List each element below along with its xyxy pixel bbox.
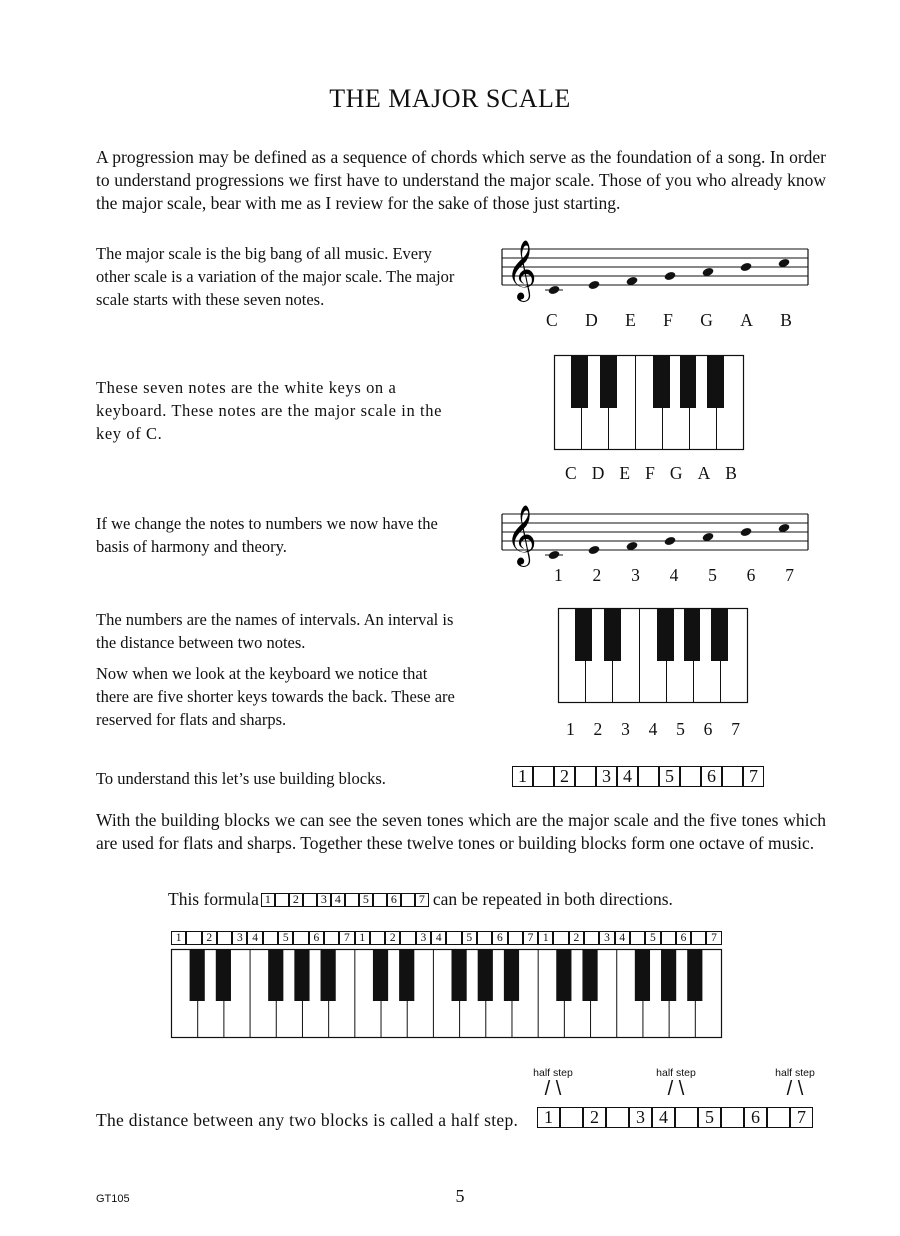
label-2: 2 [592, 565, 602, 585]
half-step-marker-3 [765, 1067, 825, 1099]
block [553, 931, 568, 945]
block: 6 [309, 931, 324, 945]
black-key [661, 949, 676, 1001]
block [275, 893, 289, 907]
building-blocks-large [512, 766, 764, 787]
formula-suffix: can be repeated in both directions. [432, 889, 673, 909]
treble-clef-icon-2: 𝄞 [506, 505, 537, 565]
key-label-b: B [725, 463, 737, 483]
block: 7 [523, 931, 538, 945]
keyboard-three-octaves [171, 949, 723, 1039]
block [263, 931, 278, 945]
half-step-label: half step [775, 1067, 815, 1079]
block: 4 [615, 931, 630, 945]
key-label-4: 4 [648, 719, 658, 739]
black-key [452, 949, 467, 1001]
key-label-5: 5 [676, 719, 685, 739]
block [533, 766, 554, 787]
key-label-7: 7 [731, 719, 740, 739]
block: 5 [462, 931, 477, 945]
building-blocks-half-step [537, 1107, 813, 1128]
footer-code: GT105 [96, 1193, 130, 1205]
block [675, 1107, 698, 1128]
block: 7 [415, 893, 429, 907]
staff-lines-2 [502, 514, 808, 550]
black-key [190, 949, 205, 1001]
half-step-slashes: / \ [544, 1078, 562, 1100]
black-key [216, 949, 231, 1001]
section5-text: To understand this let’s use building blocks. [96, 769, 386, 788]
block [446, 931, 461, 945]
keyboard-octave-letters [554, 355, 745, 451]
label-f: F [663, 310, 673, 330]
letter-labels [546, 310, 792, 331]
treble-clef-icon: 𝄞 [506, 240, 537, 300]
block: 2 [569, 931, 584, 945]
section1-text: The major scale is the big bang of all music. Every other scale is a variation of the major scale. The major scale starts with these seven notes. [96, 244, 455, 309]
block [373, 893, 387, 907]
formula-line [168, 889, 673, 910]
block [293, 931, 308, 945]
block: 3 [317, 893, 331, 907]
key-label-d: D [591, 463, 605, 483]
block: 6 [387, 893, 401, 907]
block [606, 1107, 629, 1128]
block: 2 [554, 766, 575, 787]
black-key [294, 949, 309, 1001]
block [722, 766, 743, 787]
block: 5 [659, 766, 680, 787]
block: 1 [512, 766, 533, 787]
block: 1 [261, 893, 275, 907]
black-key [268, 949, 283, 1001]
block: 2 [202, 931, 217, 945]
section4a-text: The numbers are the names of intervals. An interval is the distance between two notes. [96, 610, 454, 652]
block [401, 893, 415, 907]
half-step-label: half step [656, 1067, 696, 1079]
block: 7 [790, 1107, 813, 1128]
block: 1 [355, 931, 370, 945]
block: 2 [385, 931, 400, 945]
building-blocks-small [261, 893, 429, 907]
black-key [478, 949, 493, 1001]
block: 5 [359, 893, 373, 907]
keyboard-octave-numbers [558, 608, 749, 704]
black-key [582, 949, 597, 1001]
block: 6 [676, 931, 691, 945]
block: 4 [652, 1107, 675, 1128]
block [560, 1107, 583, 1128]
block: 3 [596, 766, 617, 787]
black-key [399, 949, 414, 1001]
half-step-label: half step [533, 1067, 573, 1079]
intro-paragraph: A progression may be defined as a sequence of chords which serve as the foundation of a song. In order to understand progressions we first have to understand the major scale. Those of you who already know the major scale, bear with me as I review for the sake of those just starting. [96, 147, 826, 213]
section4b-text: Now when we look at the keyboard we notice that there are five shorter keys towards the back. These are reserved for flats and sharps. [96, 664, 455, 729]
label-5: 5 [708, 565, 717, 585]
block [324, 931, 339, 945]
key-label-c: C [565, 463, 577, 483]
block: 7 [706, 931, 721, 945]
block: 3 [629, 1107, 652, 1128]
section6-paragraph: With the building blocks we can see the seven tones which are the major scale and the five tones which are used for flats and sharps. Together these twelve tones or building blocks form one octave of music. [96, 810, 826, 853]
label-3: 3 [631, 565, 640, 585]
block: 1 [537, 1107, 560, 1128]
block [584, 931, 599, 945]
block: 5 [698, 1107, 721, 1128]
block: 3 [416, 931, 431, 945]
key-label-3: 3 [621, 719, 630, 739]
keyboard-number-labels [566, 719, 740, 740]
label-1: 1 [554, 565, 563, 585]
keyboard-letter-labels [565, 463, 737, 484]
label-4: 4 [669, 565, 679, 585]
label-g: G [700, 310, 713, 330]
block [575, 766, 596, 787]
block [477, 931, 492, 945]
label-e: E [625, 310, 636, 330]
block: 3 [599, 931, 614, 945]
block: 1 [538, 931, 553, 945]
key-label-f: F [645, 463, 655, 483]
half-step-slashes: / \ [786, 1078, 804, 1100]
black-key [687, 949, 702, 1001]
page-number: 5 [455, 1186, 465, 1206]
block [400, 931, 415, 945]
block [630, 931, 645, 945]
block [217, 931, 232, 945]
block: 4 [617, 766, 638, 787]
block: 2 [289, 893, 303, 907]
label-d: D [585, 310, 598, 330]
key-label-1: 1 [566, 719, 575, 739]
black-key [321, 949, 336, 1001]
block: 4 [331, 893, 345, 907]
section3-text: If we change the notes to numbers we now have the basis of harmony and theory. [96, 514, 438, 556]
block [345, 893, 359, 907]
block: 7 [743, 766, 764, 787]
number-labels [554, 565, 794, 586]
block: 3 [232, 931, 247, 945]
block: 4 [247, 931, 262, 945]
half-step-marker-1 [523, 1067, 583, 1099]
block [303, 893, 317, 907]
block [691, 931, 706, 945]
label-c: C [546, 310, 558, 330]
key-label-g: G [669, 463, 683, 483]
block [638, 766, 659, 787]
section2-text: These seven notes are the white keys on a keyboard. These notes are the major scale in the key of C. [96, 378, 442, 443]
staff-letters [494, 232, 814, 307]
key-label-e: E [619, 463, 631, 483]
block [721, 1107, 744, 1128]
block [767, 1107, 790, 1128]
black-key [373, 949, 388, 1001]
block [508, 931, 523, 945]
black-key [504, 949, 519, 1001]
half-step-slashes: / \ [667, 1078, 685, 1100]
block: 6 [492, 931, 507, 945]
block [186, 931, 201, 945]
key-label-2: 2 [593, 719, 603, 739]
block: 2 [583, 1107, 606, 1128]
building-blocks-three-octaves [171, 931, 722, 945]
key-label-6: 6 [703, 719, 713, 739]
block: 6 [701, 766, 722, 787]
block: 5 [278, 931, 293, 945]
label-6: 6 [746, 565, 756, 585]
block [680, 766, 701, 787]
half-step-text: The distance between any two blocks is called a half step. [96, 1110, 519, 1130]
label-a: A [740, 310, 753, 330]
label-7: 7 [785, 565, 794, 585]
black-key [635, 949, 650, 1001]
block: 5 [645, 931, 660, 945]
black-key [556, 949, 571, 1001]
block: 6 [744, 1107, 767, 1128]
key-label-a: A [697, 463, 711, 483]
block: 4 [431, 931, 446, 945]
formula-prefix: This formula [168, 889, 259, 909]
label-b: B [780, 310, 792, 330]
staff-numbers [494, 497, 814, 567]
block: 1 [171, 931, 186, 945]
block [661, 931, 676, 945]
half-step-marker-2 [646, 1067, 706, 1099]
page-title: THE MAJOR SCALE [329, 84, 571, 113]
block: 7 [339, 931, 354, 945]
staff-lines [502, 249, 808, 285]
block [370, 931, 385, 945]
